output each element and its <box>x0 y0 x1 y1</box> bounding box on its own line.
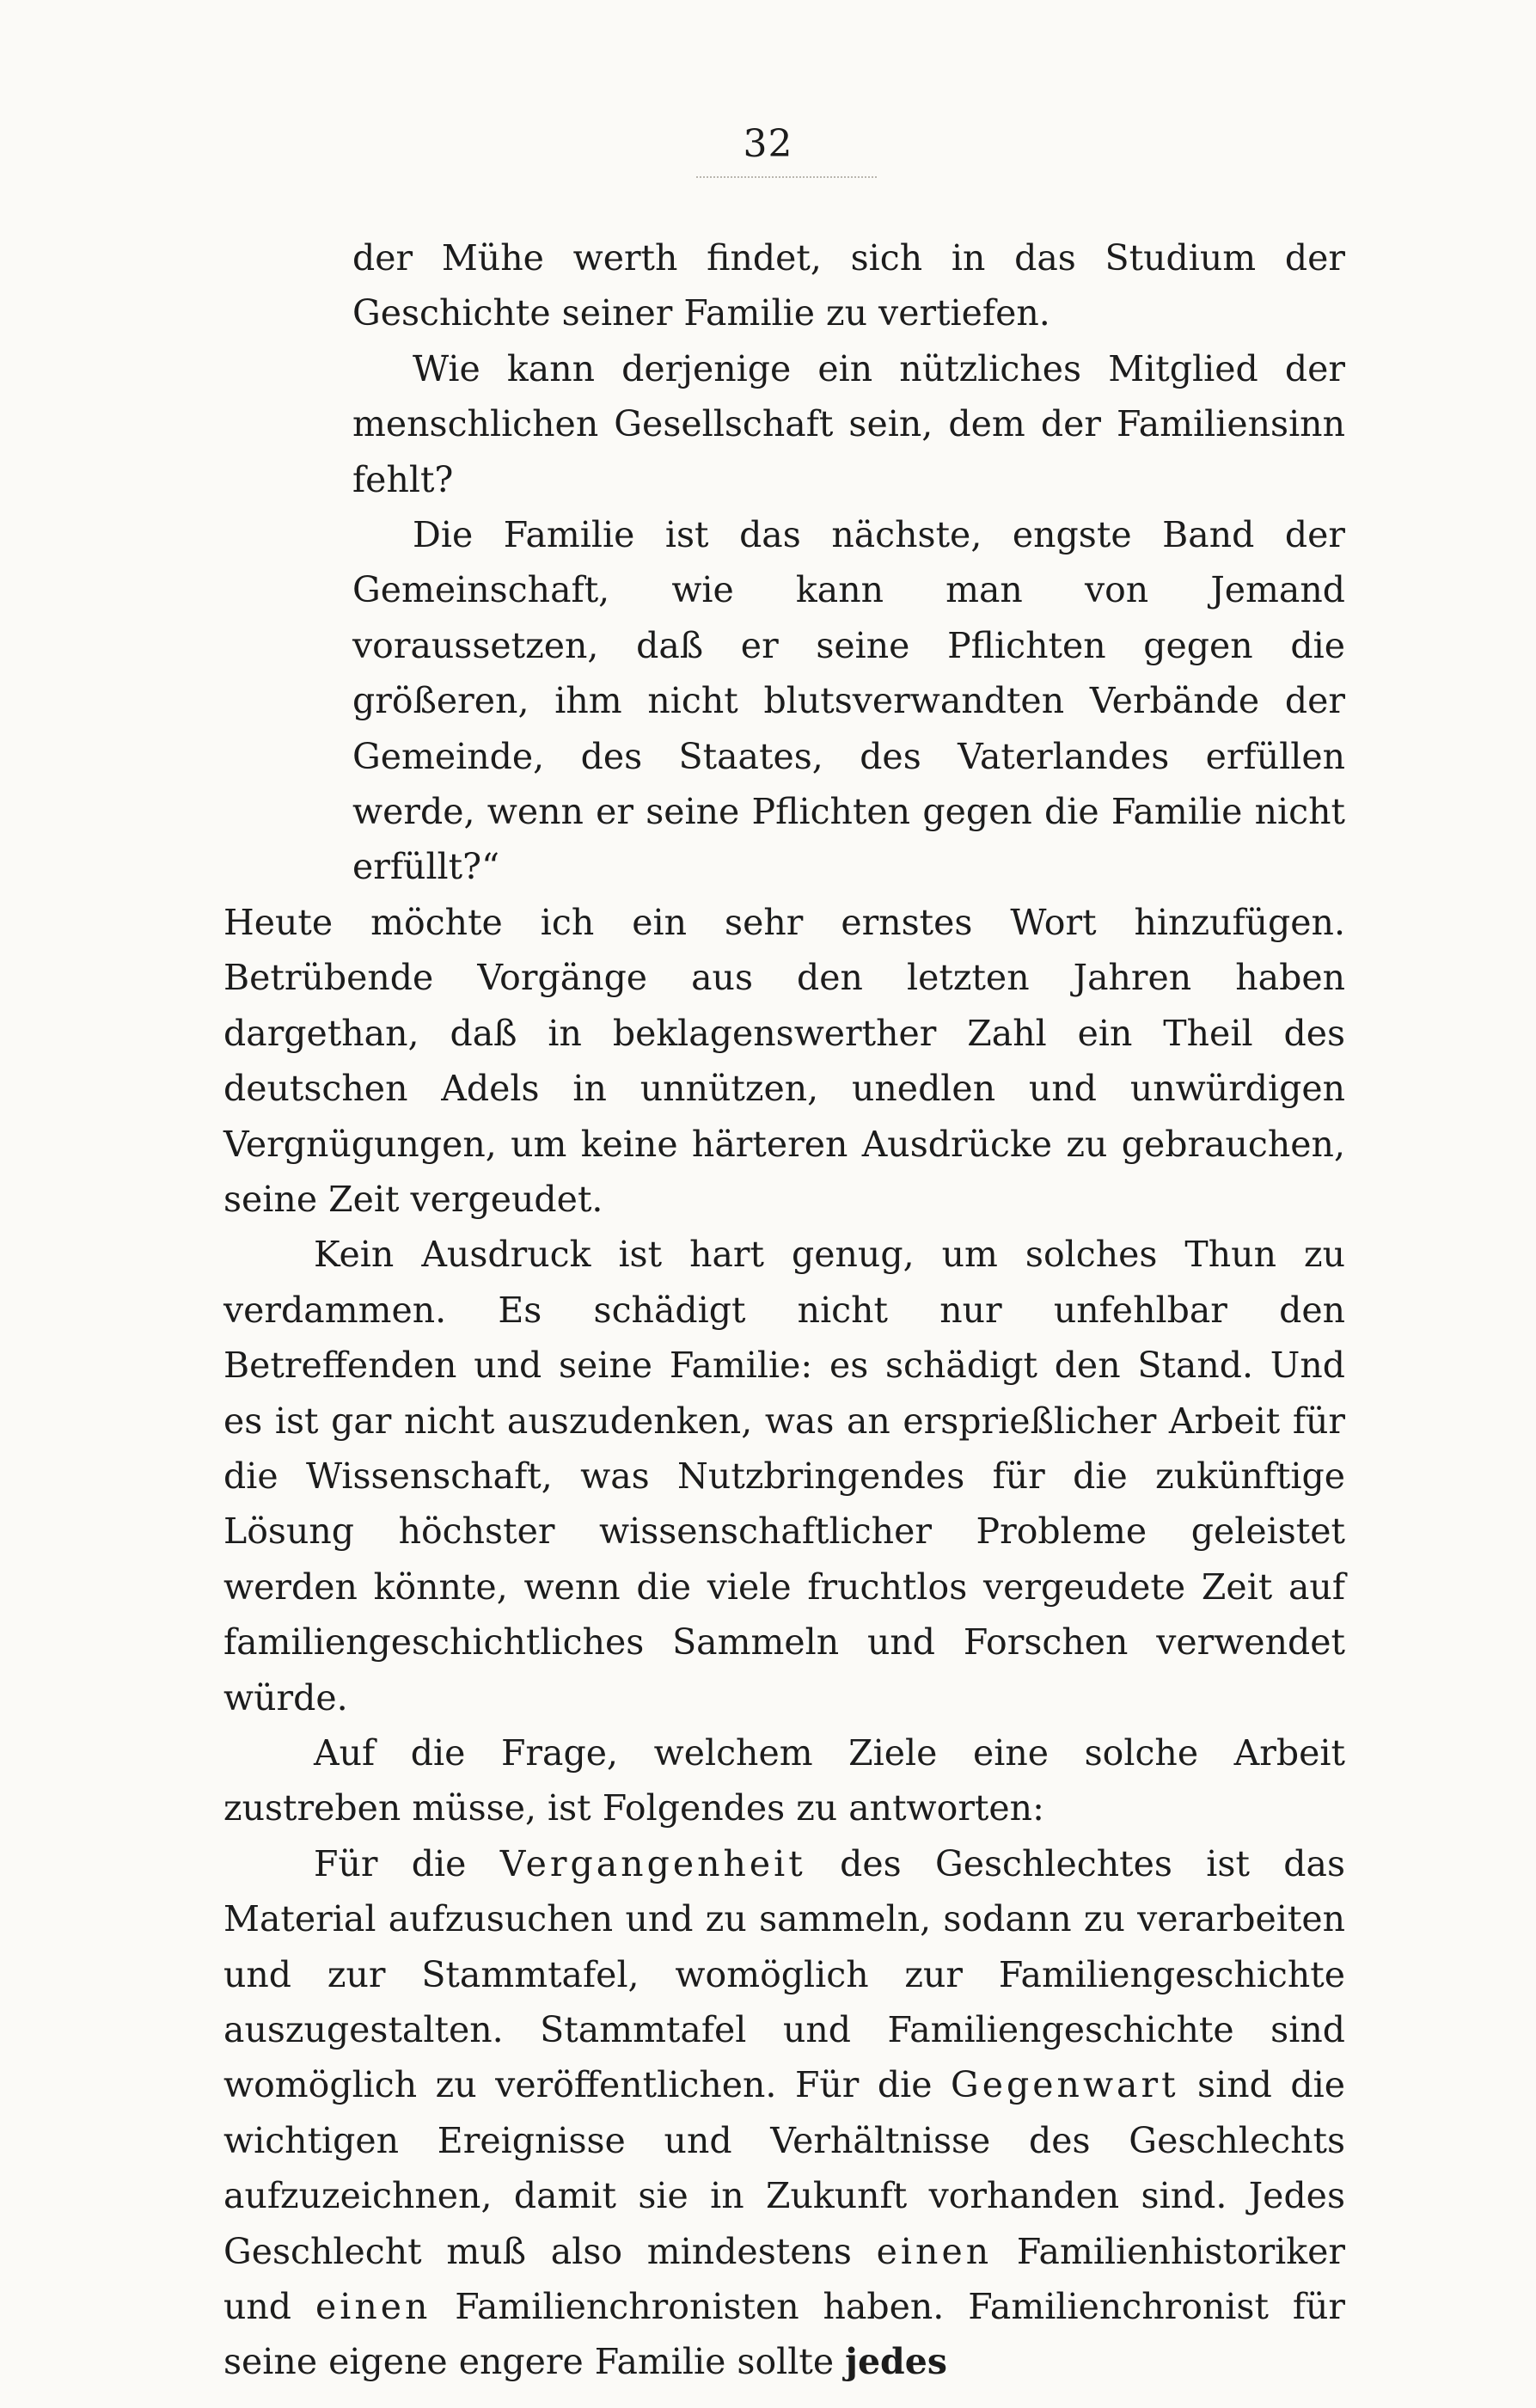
paragraph: Die Familie ist das nächste, engste Band der Gemeinschaft, wie kann man von Jemand voraussetzen, daß er seine Pflichten gegen die größeren, ihm nicht blutsverwandten Verbände der Gemeinde, des Staates, des Vaterlandes erfüllen werde, wenn er seine Pflichten gegen die Familie nicht erfüllt?“ <box>352 514 1345 888</box>
text-run: Familienchronisten haben. Familienchronist für seine eigene engere Familie sollte <box>223 2286 1345 2383</box>
text-run: Für die <box>314 1842 500 1884</box>
page-number: 32 <box>743 122 793 166</box>
text-run: sind die wichtigen Ereignisse und Verhältnisse des Geschlechts aufzuzeichnen, damit sie in Zukunft vorhanden sind. Jedes Geschlecht muß also mindestens <box>223 2064 1345 2272</box>
paragraph: der Mühe werth findet, sich in das Studium der Geschichte seiner Familie zu vertiefen. <box>352 237 1345 334</box>
emphasis-einen: einen <box>315 2286 431 2328</box>
paragraph: Wie kann derjenige ein nützliches Mitglied der menschlichen Gesellschaft sein, dem der Familiensinn fehlt? <box>352 347 1345 500</box>
text-run: Familienhistoriker und <box>223 2230 1345 2328</box>
emphasis-einen: einen <box>876 2230 993 2272</box>
header-rule <box>696 176 877 178</box>
emphasis-vergangenheit: Vergangenheit <box>499 1842 806 1884</box>
paragraph: Kein Ausdruck ist hart genug, um solches Thun zu verdammen. Es schädigt nicht nur unfehlbar den Betreffenden und seine Familie: es schädigt den Stand. Und es ist gar nicht auszudenken, was an ersprießlicher Arbeit für die Wissenschaft, was Nutzbringendes für die zukünftige Lösung höchster wissenschaftlicher Probleme geleistet werden könnte, wenn die viele fruchtlos vergeudete Zeit auf familiengeschichtliches Sammeln und Forschen verwendet würde. <box>223 1234 1345 1719</box>
paragraph: Auf die Frage, welchem Ziele eine solche Arbeit zustreben müsse, ist Folgendes zu antworten: <box>223 1731 1345 1829</box>
emphasis-gegenwart: Gegenwart <box>951 2064 1179 2106</box>
paragraph: Heute möchte ich ein sehr ernstes Wort hinzufügen. Betrübende Vorgänge aus den letzten Jahren haben dargethan, daß in beklagenswerther Zahl ein Theil des deutschen Adels in unnützen, unedlen und unwürdigen Vergnügungen, um keine härteren Ausdrücke zu gebrauchen, seine Zeit vergeudet. <box>223 901 1345 1220</box>
emphasis-jedes: jedes <box>845 2341 947 2383</box>
paragraph-final <box>223 1836 1345 2390</box>
text-run: des Geschlechtes ist das Material aufzusuchen und zu sammeln, sodann zu verarbeiten und zur Stammtafel, womöglich zur Familiengeschichte auszugestalten. Stammtafel und Familiengeschichte sind womöglich zu veröffentlichen. Für die <box>223 1842 1345 2106</box>
body-text <box>223 230 1345 2390</box>
